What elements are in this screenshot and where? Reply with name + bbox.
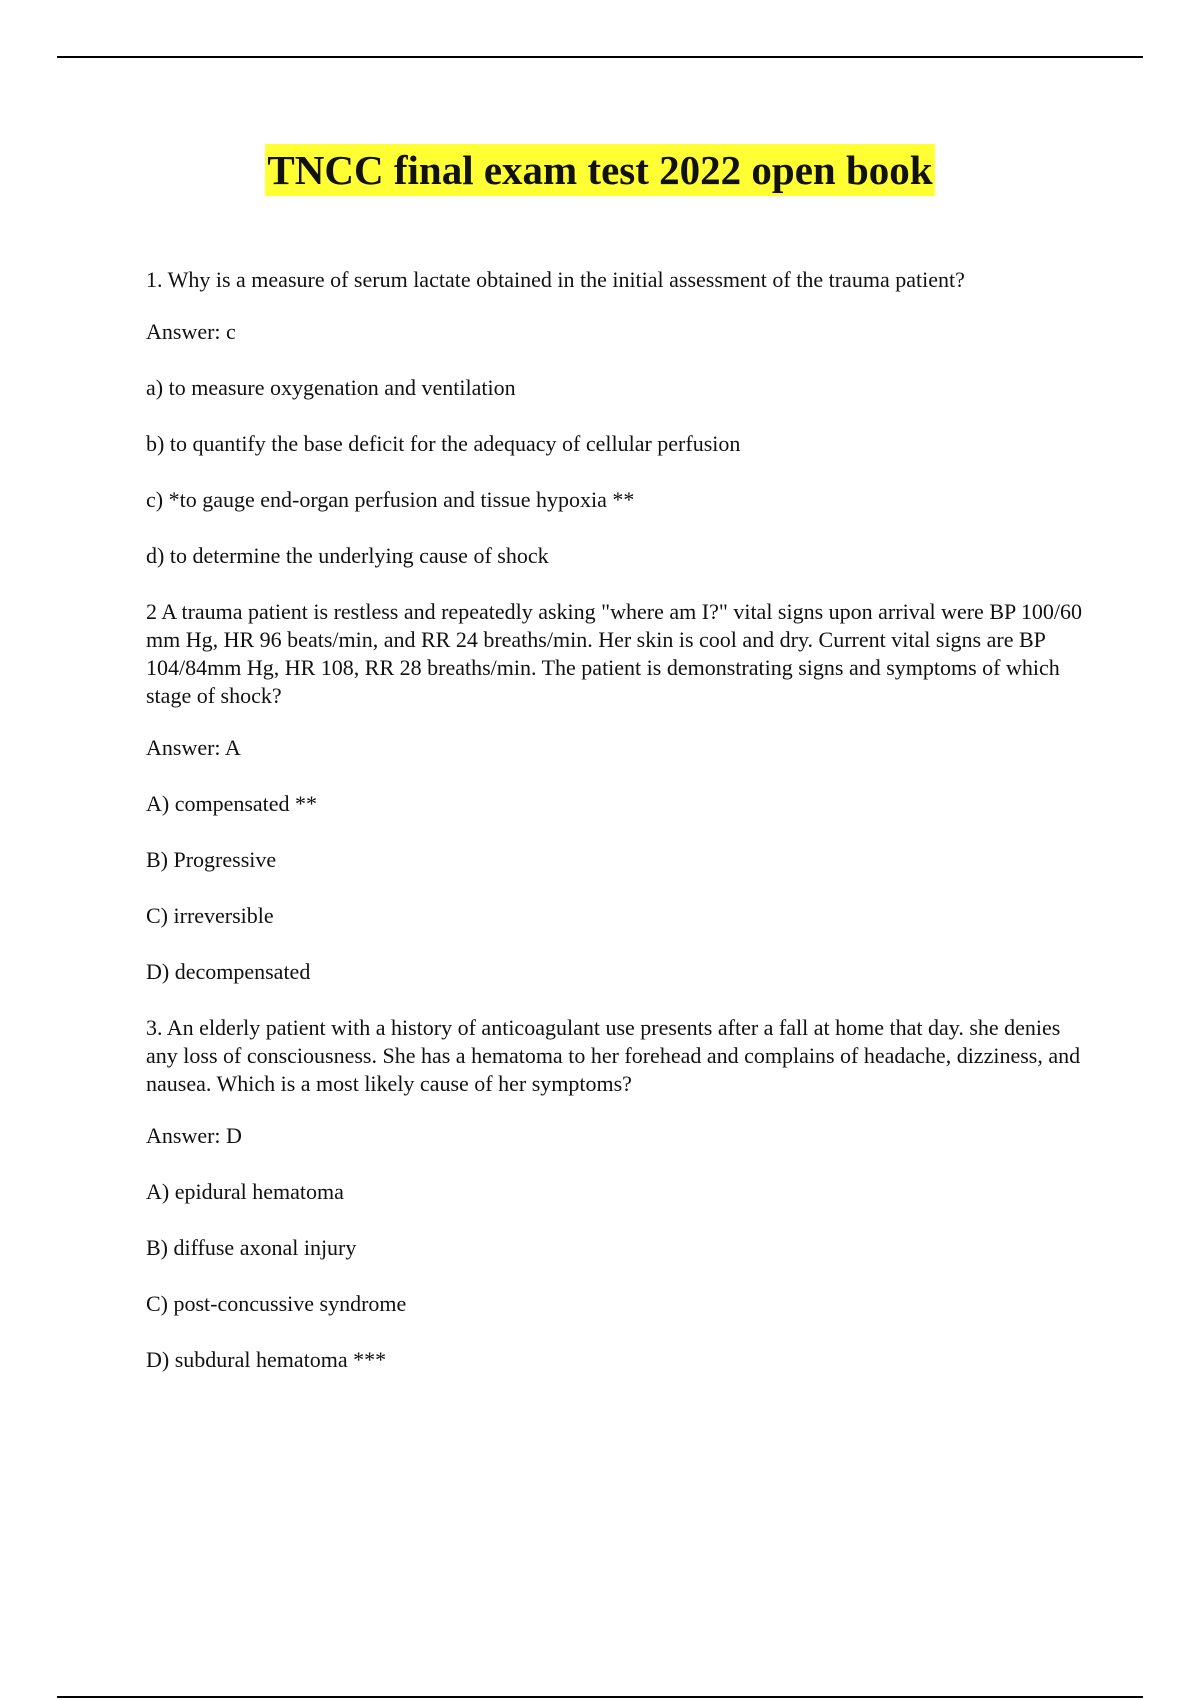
- option-text: A) compensated **: [146, 791, 318, 816]
- option-text: B) diffuse axonal injury: [146, 1235, 357, 1260]
- question-text: 3. An elderly patient with a history of anticoagulant use presents after a fall at home that day. she denies any loss of consciousness. She has a hematoma to her forehead and complains of headache, dizziness, and nausea. Which is a most likely cause of her symptoms?: [146, 1015, 1081, 1096]
- bottom-rule: [57, 1696, 1143, 1698]
- page-title: TNCC final exam test 2022 open book: [265, 144, 934, 196]
- option-text: B) Progressive: [146, 847, 277, 872]
- option-text: a) to measure oxygenation and ventilation: [146, 375, 516, 400]
- option-text: D) subdural hematoma ***: [146, 1347, 387, 1372]
- option-text: b) to quantify the base deficit for the adequacy of cellular perfusion: [146, 431, 741, 456]
- question-text: 2 A trauma patient is restless and repeatedly asking "where am I?" vital signs upon arrival were BP 100/60 mm Hg, HR 96 beats/min, and RR 24 breaths/min. Her skin is cool and dry. Current vital signs are BP 104/84mm Hg, HR 108, RR 28 breaths/min. The patient is demonstrating signs and symptoms of which stage of shock?: [146, 599, 1083, 708]
- option-text: c) *to gauge end-organ perfusion and tissue hypoxia **: [146, 487, 635, 512]
- answer-line: Answer: c: [146, 319, 236, 344]
- option-text: d) to determine the underlying cause of shock: [146, 543, 549, 568]
- question-item: [146, 266, 1096, 570]
- option-text: C) post-concussive syndrome: [146, 1291, 407, 1316]
- option-text: A) epidural hematoma: [146, 1179, 344, 1204]
- question-item: [146, 1014, 1096, 1374]
- question-list: [146, 266, 1096, 1402]
- option-text: D) decompensated: [146, 959, 311, 984]
- question-item: [146, 598, 1096, 986]
- title-block: [0, 144, 1200, 196]
- answer-line: Answer: A: [146, 735, 241, 760]
- option-text: C) irreversible: [146, 903, 274, 928]
- question-text: 1. Why is a measure of serum lactate obtained in the initial assessment of the trauma patient?: [146, 267, 965, 292]
- top-rule: [57, 56, 1143, 58]
- answer-line: Answer: D: [146, 1123, 242, 1148]
